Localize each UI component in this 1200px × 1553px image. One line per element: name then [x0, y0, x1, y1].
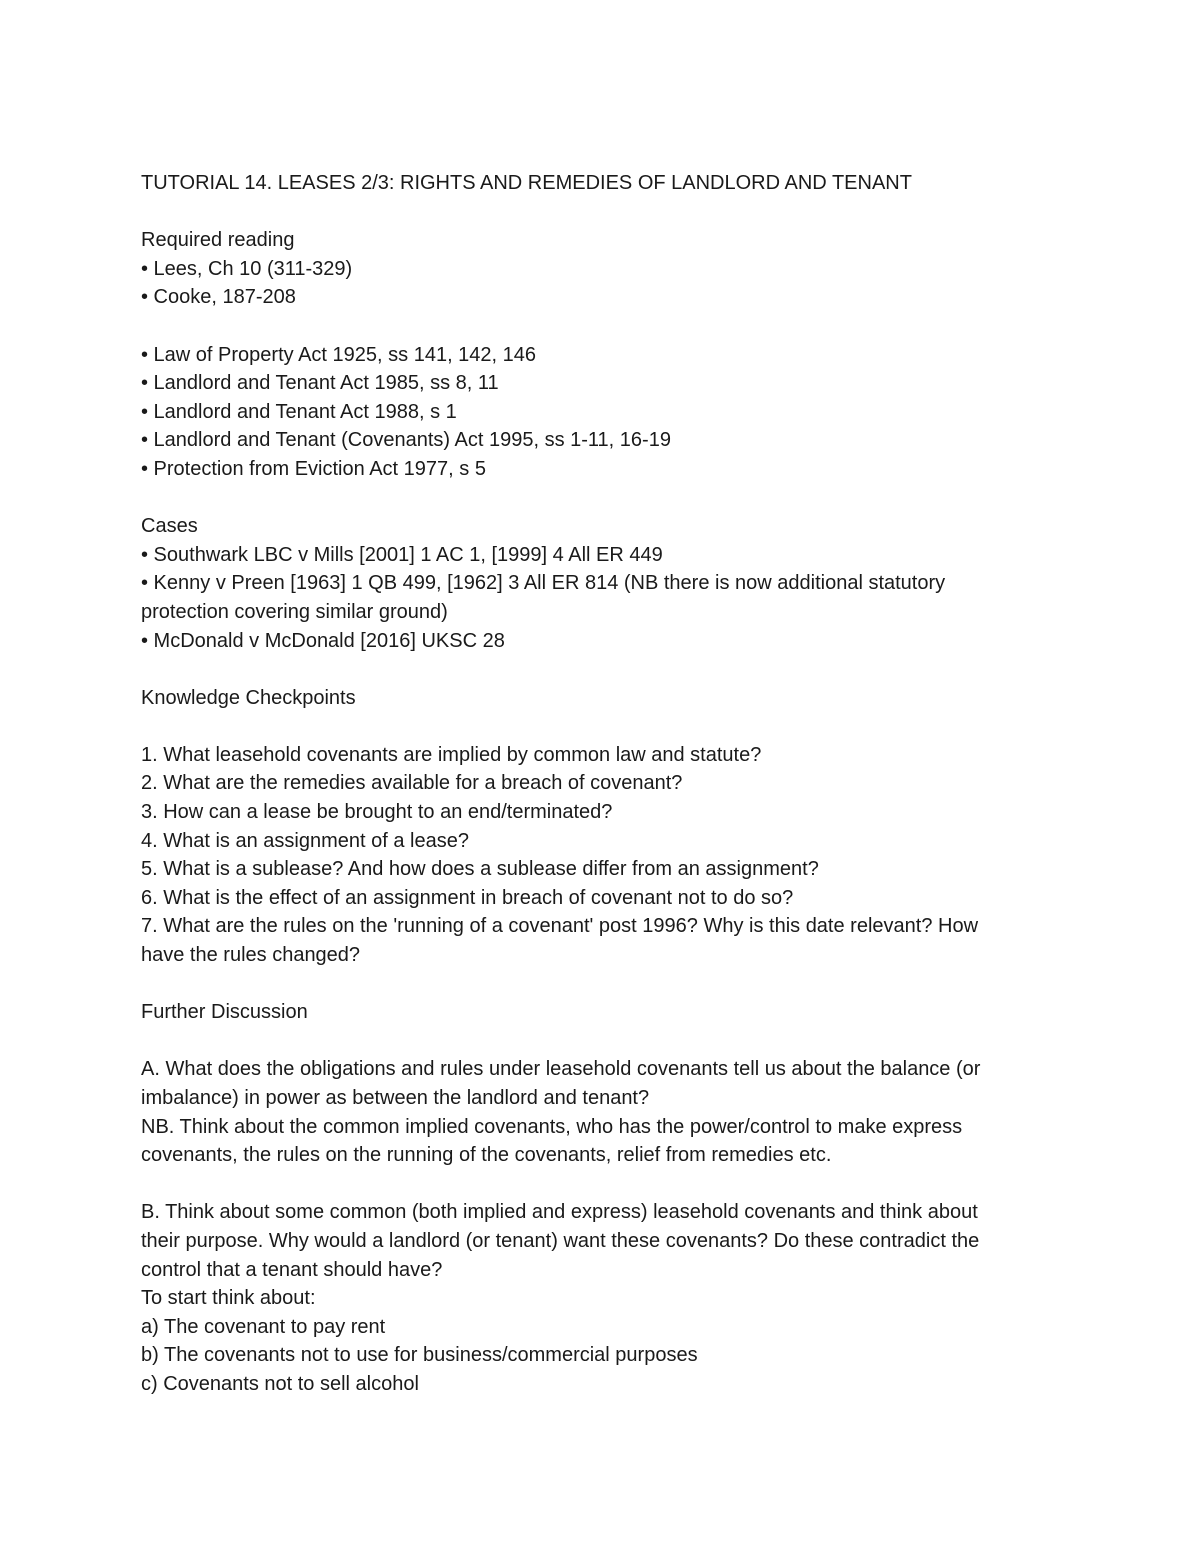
discussion-b-line: B. Think about some common (both implied and express) leasehold covenants and think about: [141, 1201, 978, 1224]
spacer: [141, 198, 1061, 227]
case-item: • Southwark LBC v Mills [2001] 1 AC 1, [1999] 4 All ER 449: [141, 543, 663, 566]
further-discussion-heading: Further Discussion: [141, 1001, 308, 1024]
statute-item: • Landlord and Tenant (Covenants) Act 1995, ss 1-11, 16-19: [141, 429, 671, 452]
spacer: [141, 712, 1061, 741]
spacer: [141, 484, 1061, 513]
checkpoint-question: 3. How can a lease be brought to an end/terminated?: [141, 801, 613, 824]
spacer: [141, 970, 1061, 999]
statute-item: • Landlord and Tenant Act 1988, s 1: [141, 400, 457, 423]
discussion-b-item: b) The covenants not to use for business/commercial purposes: [141, 1344, 698, 1367]
case-item: • Kenny v Preen [1963] 1 QB 499, [1962] 3 All ER 814 (NB there is now additional statutory: [141, 572, 946, 595]
spacer: [141, 1027, 1061, 1056]
reading-item: • Cooke, 187-208: [141, 286, 296, 309]
required-reading-heading: Required reading: [141, 229, 295, 252]
statute-item: • Landlord and Tenant Act 1985, ss 8, 11: [141, 372, 499, 395]
checkpoint-question: 5. What is a sublease? And how does a sublease differ from an assignment?: [141, 858, 819, 881]
reading-item: • Lees, Ch 10 (311-329): [141, 257, 353, 280]
checkpoint-question: 7. What are the rules on the 'running of a covenant' post 1996? Why is this date relevant? How: [141, 915, 979, 938]
case-item: • McDonald v McDonald [2016] UKSC 28: [141, 629, 505, 652]
knowledge-checkpoints-heading: Knowledge Checkpoints: [141, 686, 356, 709]
document-title: TUTORIAL 14. LEASES 2/3: RIGHTS AND REMEDIES OF LANDLORD AND TENANT: [141, 172, 912, 194]
document-page: [141, 169, 1061, 1399]
discussion-b-line: control that a tenant should have?: [141, 1258, 443, 1281]
statute-item: • Protection from Eviction Act 1977, s 5: [141, 457, 486, 480]
cases-section: [141, 512, 1061, 655]
spacer: [141, 655, 1061, 684]
checkpoint-question: 6. What is the effect of an assignment in breach of covenant not to do so?: [141, 886, 794, 909]
required-reading-section: [141, 226, 1061, 483]
knowledge-checkpoints-section: [141, 684, 1061, 970]
discussion-b-item: c) Covenants not to sell alcohol: [141, 1372, 419, 1395]
discussion-b-item: a) The covenant to pay rent: [141, 1315, 386, 1338]
spacer: [141, 312, 1061, 341]
checkpoint-question: 2. What are the remedies available for a breach of covenant?: [141, 772, 683, 795]
discussion-a-line: imbalance) in power as between the landlord and tenant?: [141, 1087, 650, 1109]
discussion-b-prompt: To start think about:: [141, 1287, 316, 1310]
spacer: [141, 1170, 1061, 1199]
statute-item: • Law of Property Act 1925, ss 141, 142, 146: [141, 343, 537, 366]
checkpoint-question: 4. What is an assignment of a lease?: [141, 829, 469, 852]
case-item-continuation: protection covering similar ground): [141, 600, 448, 623]
further-discussion-section: [141, 998, 1061, 1398]
discussion-a-line: A. What does the obligations and rules under leasehold covenants tell us about the balance (or: [141, 1058, 981, 1081]
discussion-a-note: NB. Think about the common implied covenants, who has the power/control to make express: [141, 1115, 963, 1138]
checkpoint-question: 1. What leasehold covenants are implied by common law and statute?: [141, 743, 762, 766]
cases-heading: Cases: [141, 515, 198, 538]
discussion-a-note: covenants, the rules on the running of the covenants, relief from remedies etc.: [141, 1144, 832, 1167]
checkpoint-question-continuation: have the rules changed?: [141, 944, 361, 967]
discussion-b-line: their purpose. Why would a landlord (or tenant) want these covenants? Do these contradict the: [141, 1229, 980, 1252]
